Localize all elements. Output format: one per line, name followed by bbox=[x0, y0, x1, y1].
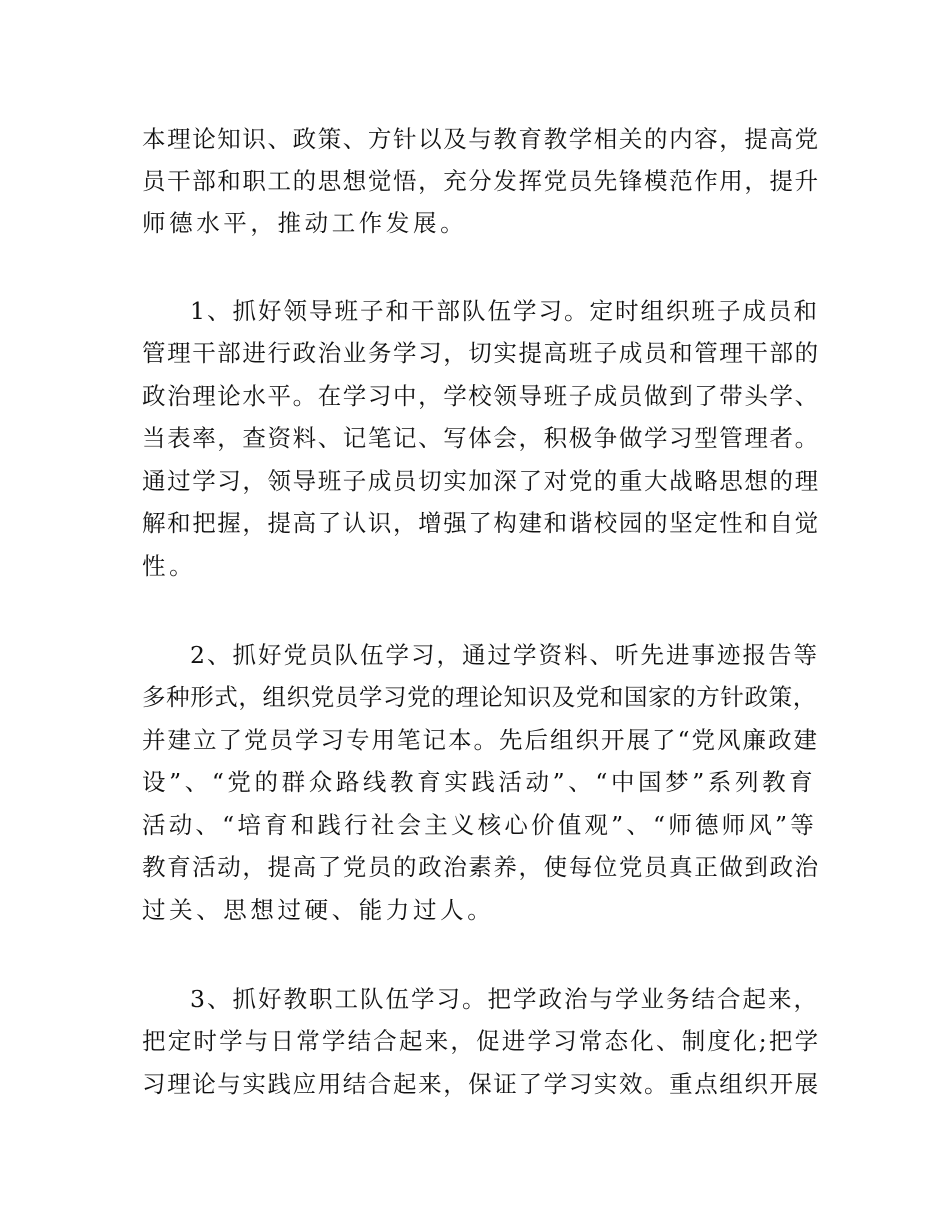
text-line: 过关、思想过硬、能力过人。 bbox=[142, 896, 495, 924]
text-line: 3、抓好教职工队伍学习。把学政治与学业务结合起来， bbox=[190, 985, 819, 1013]
text-line: 通过学习，领导班子成员切实加深了对党的重大战略思想的理 bbox=[142, 467, 820, 495]
text-line: 多种形式，组织党员学习党的理论知识及党和国家的方针政策， bbox=[142, 683, 817, 711]
text-line: 活动、“培育和践行社会主义核心价值观”、“师德师风”等 bbox=[142, 811, 817, 839]
text-line: 并建立了党员学习专用笔记本。先后组织开展了“党风廉政建 bbox=[142, 726, 820, 754]
text-line: 设”、“党的群众路线教育实践活动”、“中国梦”系列教育 bbox=[142, 768, 817, 796]
text-line: 把定时学与日常学结合起来，促进学习常态化、制度化;把学 bbox=[142, 1027, 821, 1055]
text-line: 教育活动，提高了党员的政治素养，使每位党员真正做到政治 bbox=[142, 853, 820, 881]
text-line: 管理干部进行政治业务学习，切实提高班子成员和管理干部的 bbox=[142, 339, 820, 367]
text-line: 2、抓好党员队伍学习，通过学资料、听先进事迹报告等 bbox=[190, 641, 819, 669]
text-line: 性。 bbox=[142, 552, 197, 580]
text-line: 当表率，查资料、记笔记、写体会，积极争做学习型管理者。 bbox=[142, 424, 820, 452]
text-line: 习理论与实践应用结合起来，保证了学习实效。重点组织开展 bbox=[142, 1070, 820, 1098]
text-line: 政治理论水平。在学习中，学校领导班子成员做到了带头学、 bbox=[142, 382, 820, 410]
text-line: 员干部和职工的思想觉悟，充分发挥党员先锋模范作用，提升 bbox=[142, 167, 820, 195]
text-line: 解和把握，提高了认识，增强了构建和谐校园的坚定性和自觉 bbox=[142, 509, 820, 537]
text-line: 1、抓好领导班子和干部队伍学习。定时组织班子成员和 bbox=[190, 297, 819, 325]
text-line: 本理论知识、政策、方针以及与教育教学相关的内容，提高党 bbox=[142, 125, 820, 153]
text-line: 师德水平，推动工作发展。 bbox=[142, 209, 468, 237]
